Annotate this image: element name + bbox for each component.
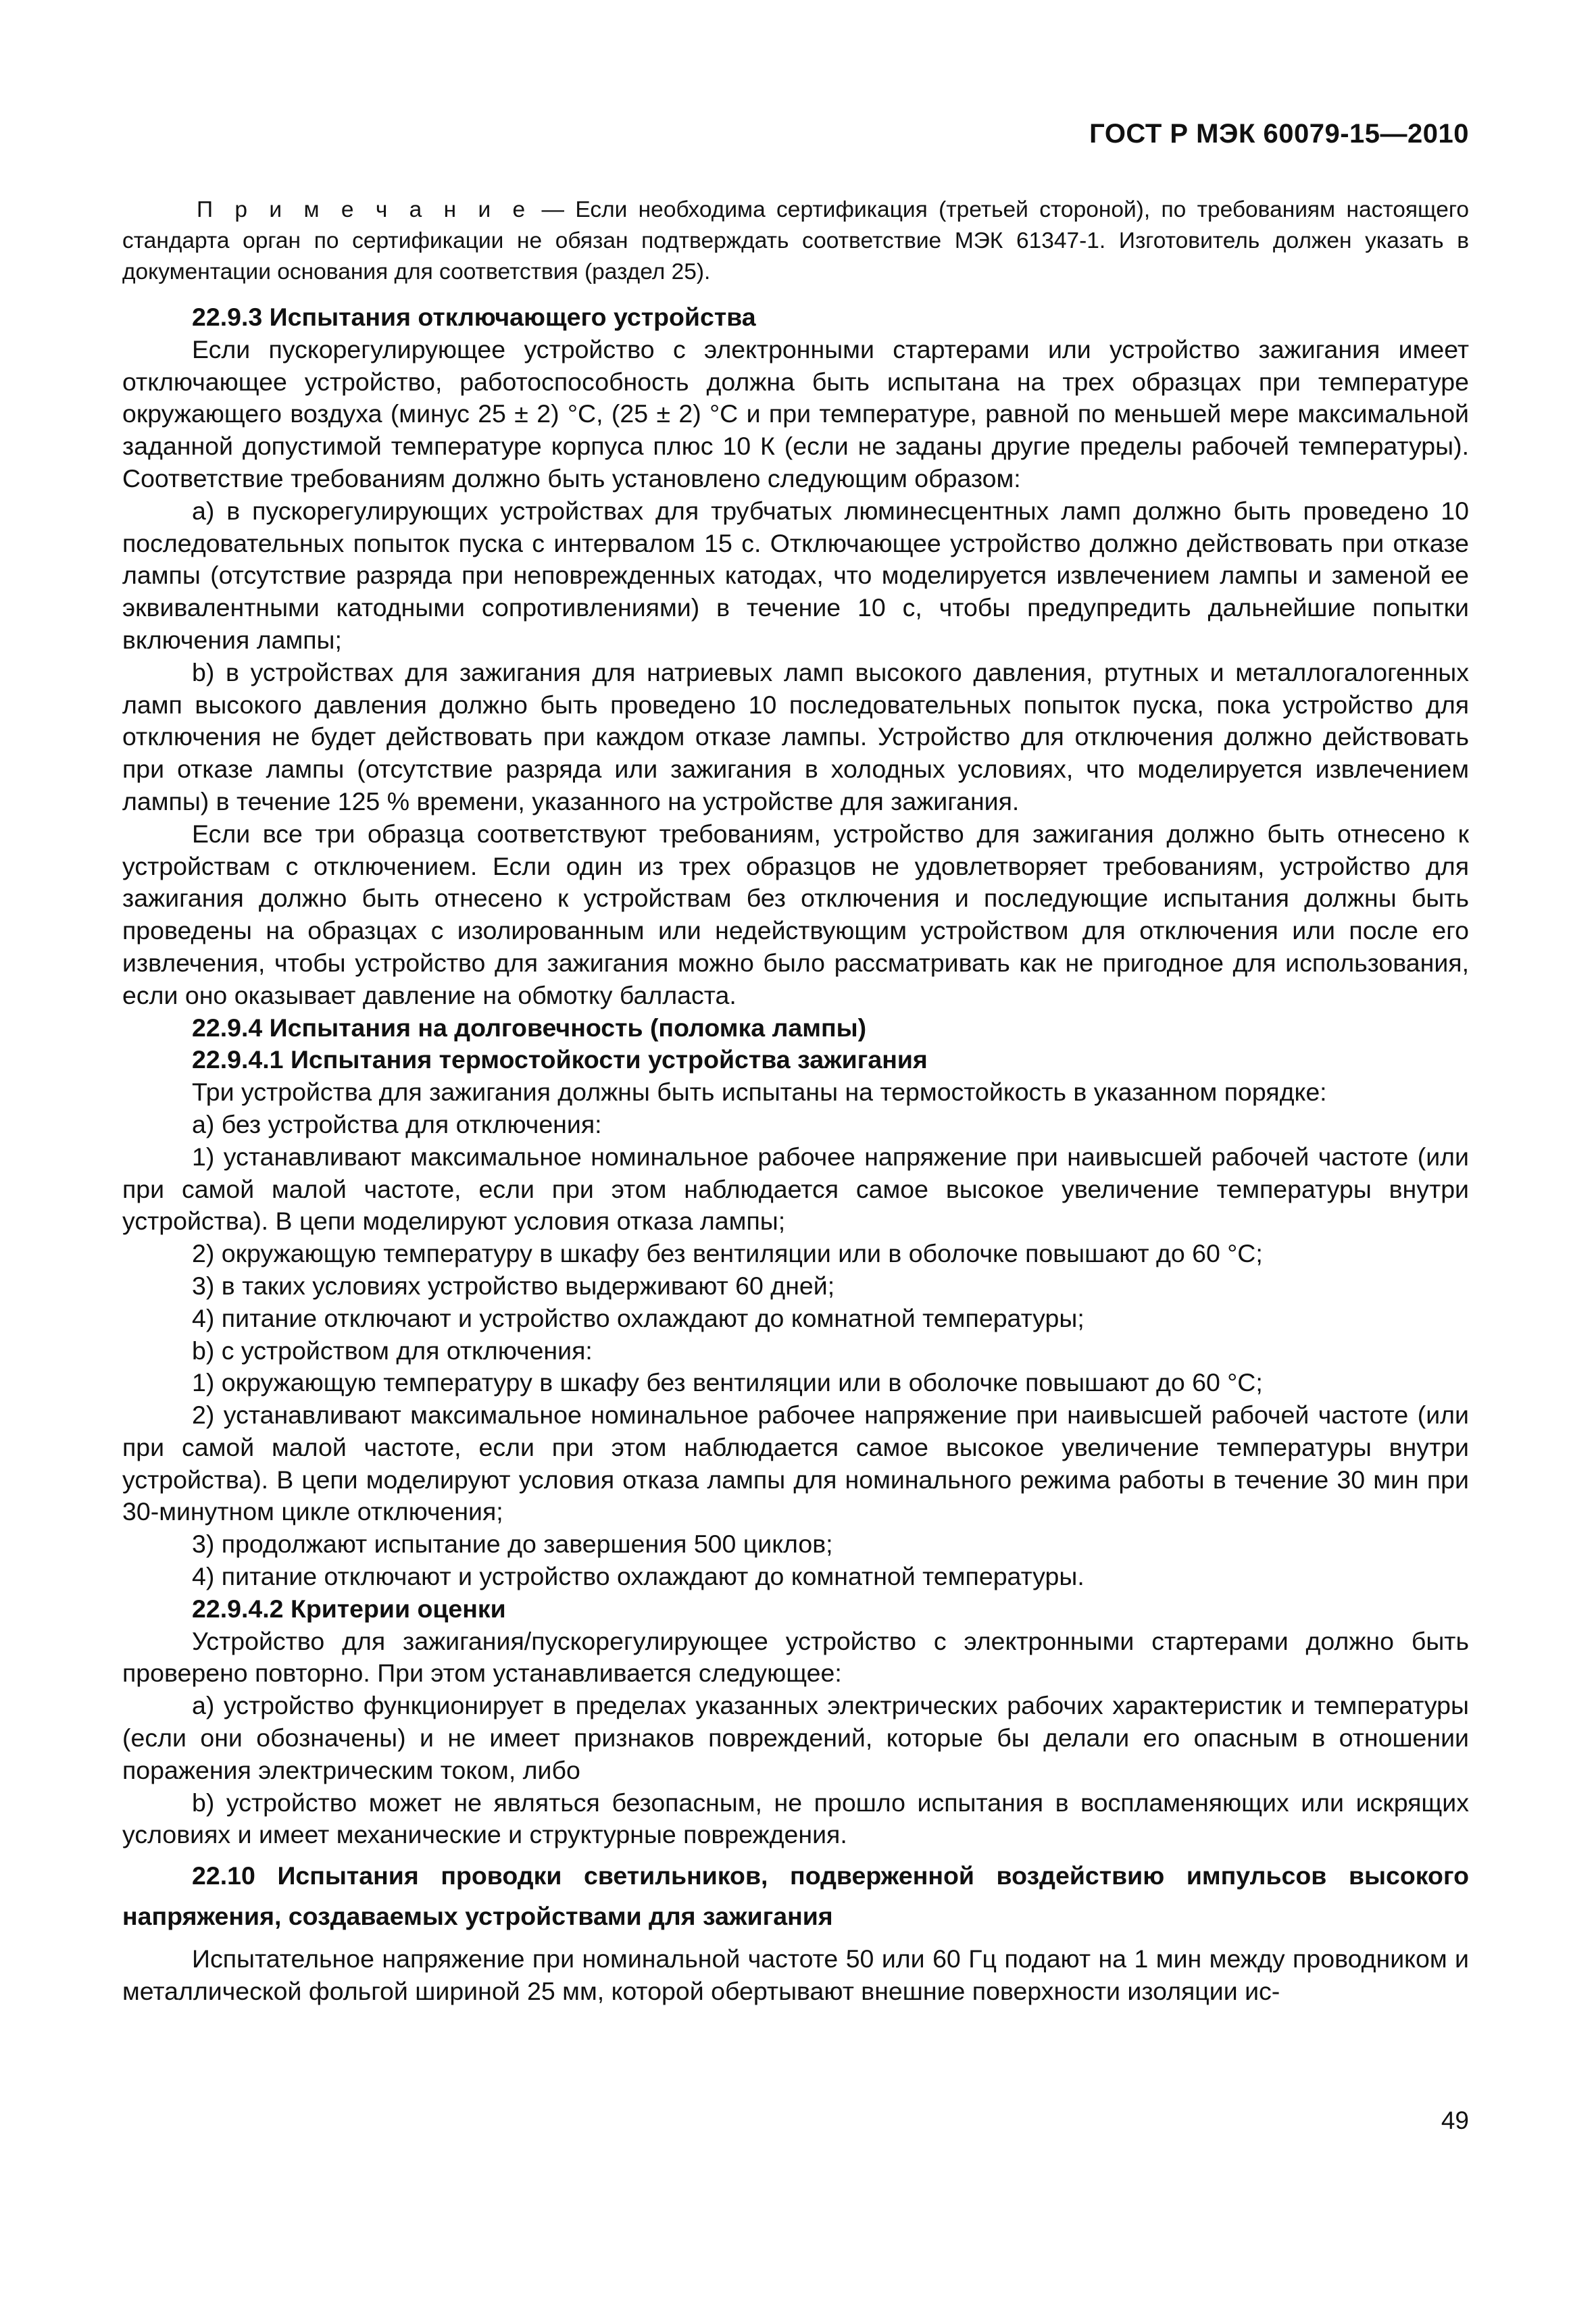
section-heading-22-9-4: 22.9.4 Испытания на долговечность (поломка лампы) bbox=[192, 1013, 867, 1042]
section-heading-22-10: 22.10 Испытания проводки светильников, подверженной воздействию импульсов высокого напряжения, создаваемых устройствами для зажигания bbox=[122, 1861, 1469, 1931]
section-heading-22-9-4-1: 22.9.4.1 Испытания термостойкости устройства зажигания bbox=[192, 1045, 928, 1074]
paragraph: а) в пускорегулирующих устройствах для трубчатых люминесцентных ламп должно быть проведено 10 последовательных попыток пуска с интервалом 15 с. Отключающее устройство должно действовать при отказе лампы (отсутствие разряда при неповрежденных катодах, что моделируется извлечением лампы и заменой ее эквивалентными катодными сопротивлениями) в течение 10 с, чтобы предупредить дальнейшие попытки включения лампы; bbox=[122, 496, 1469, 654]
list-item: 2) окружающую температуру в шкафу без вентиляции или в оболочке повышают до 60 °С; bbox=[192, 1239, 1263, 1268]
list-item: а) устройство функционирует в пределах указанных электрических рабочих характеристик и температуры (если они обозначены) и не имеет признаков повреждений, которые бы делали его опасным в отношении поражения электрическим током, либо bbox=[122, 1691, 1469, 1784]
list-item: 2) устанавливают максимальное номинальное рабочее напряжение при наивысшей рабочей частоте (или при самой малой частоте, если при этом наблюдается самое высокое увеличение температуры внутри устройства). В цепи моделируют условия отказа лампы для номинального режима работы в течение 30 мин при 30-минутном цикле отключения; bbox=[122, 1401, 1469, 1526]
list-item: а) без устройства для отключения: bbox=[192, 1109, 602, 1138]
paragraph: Три устройства для зажигания должны быть испытаны на термостойкость в указанном порядке: bbox=[192, 1078, 1327, 1107]
list-item: 1) окружающую температуру в шкафу без вентиляции или в оболочке повышают до 60 °С; bbox=[192, 1368, 1263, 1397]
page-number: 49 bbox=[1441, 2107, 1469, 2134]
paragraph: Если все три образца соответствуют требованиям, устройство для зажигания должно быть отнесено к устройствам с отключением. Если один из трех образцов не удовлетворяет требованиям, устройство для зажигания должно быть отнесено к устройствам без отключения и последующие испытания должны быть проведены на образцах с изолированным или недействующим устройством для отключения или после его извлечения, чтобы устройство для зажигания можно было рассматривать как не пригодное для использования, если оно оказывает давление на обмотку балласта. bbox=[122, 819, 1469, 1009]
paragraph: Устройство для зажигания/пускорегулирующее устройство с электронными стартерами должно быть проверено повторно. При этом устанавливается следующее: bbox=[122, 1626, 1469, 1688]
list-item: 3) продолжают испытание до завершения 500 циклов; bbox=[192, 1530, 833, 1559]
note-text: — Если необходима сертификация (третьей стороной), по требованиям настоящего стандарта орган по сертификации не обязан подтверждать соответствие МЭК 61347-1. Изготовитель должен указать в документации основания для соответствия (раздел 25). bbox=[122, 197, 1469, 284]
standard-header: ГОСТ Р МЭК 60079-15—2010 bbox=[1089, 119, 1469, 149]
list-item: 4) питание отключают и устройство охлаждают до комнатной температуры. bbox=[192, 1562, 1084, 1591]
list-item: b) с устройством для отключения: bbox=[192, 1336, 593, 1365]
note-paragraph bbox=[122, 195, 1469, 288]
list-item: 3) в таких условиях устройство выдерживают 60 дней; bbox=[192, 1271, 835, 1300]
note-label: П р и м е ч а н и е bbox=[197, 197, 531, 222]
paragraph: Испытательное напряжение при номинальной частоте 50 или 60 Гц подают на 1 мин между проводником и металлической фольгой шириной 25 мм, которой обертывают внешние поверхности изоляции ис- bbox=[122, 1944, 1469, 2006]
list-item: b) устройство может не являться безопасным, не прошло испытания в воспламеняющих или искрящих условиях и имеет механические и структурные повреждения. bbox=[122, 1788, 1469, 1849]
list-item: 4) питание отключают и устройство охлаждают до комнатной температуры; bbox=[192, 1303, 1084, 1332]
section-heading-22-9-4-2: 22.9.4.2 Критерии оценки bbox=[192, 1594, 506, 1623]
body-text bbox=[122, 195, 1469, 2008]
paragraph: b) в устройствах для зажигания для натриевых ламп высокого давления, ртутных и металлогалогенных ламп высокого давления должно быть проведено 10 последовательных попыток пуска, пока устройство для отключения не будет действовать при каждом отказе лампы. Устройство для отключения должно действовать при отказе лампы (отсутствие разряда или зажигания в холодных условиях, что моделируется извлечением лампы) в течение 125 % времени, указанного на устройстве для зажигания. bbox=[122, 657, 1469, 815]
paragraph: Если пускорегулирующее устройство с электронными стартерами или устройство зажигания имеет отключающее устройство, работоспособность должна быть испытана на трех образцах при температуре окружающего воздуха (минус 25 ± 2) °С, (25 ± 2) °С и при температуре, равной по меньшей мере максимальной заданной допустимой температуре корпуса плюс 10 К (если не заданы другие пределы рабочей температуры). Соответствие требованиям должно быть установлено следующим образом: bbox=[122, 334, 1469, 493]
list-item: 1) устанавливают максимальное номинальное рабочее напряжение при наивысшей рабочей частоте (или при самой малой частоте, если при этом наблюдается самое высокое увеличение температуры внутри устройства). В цепи моделируют условия отказа лампы; bbox=[122, 1142, 1469, 1236]
section-heading-22-9-3: 22.9.3 Испытания отключающего устройства bbox=[192, 303, 756, 331]
